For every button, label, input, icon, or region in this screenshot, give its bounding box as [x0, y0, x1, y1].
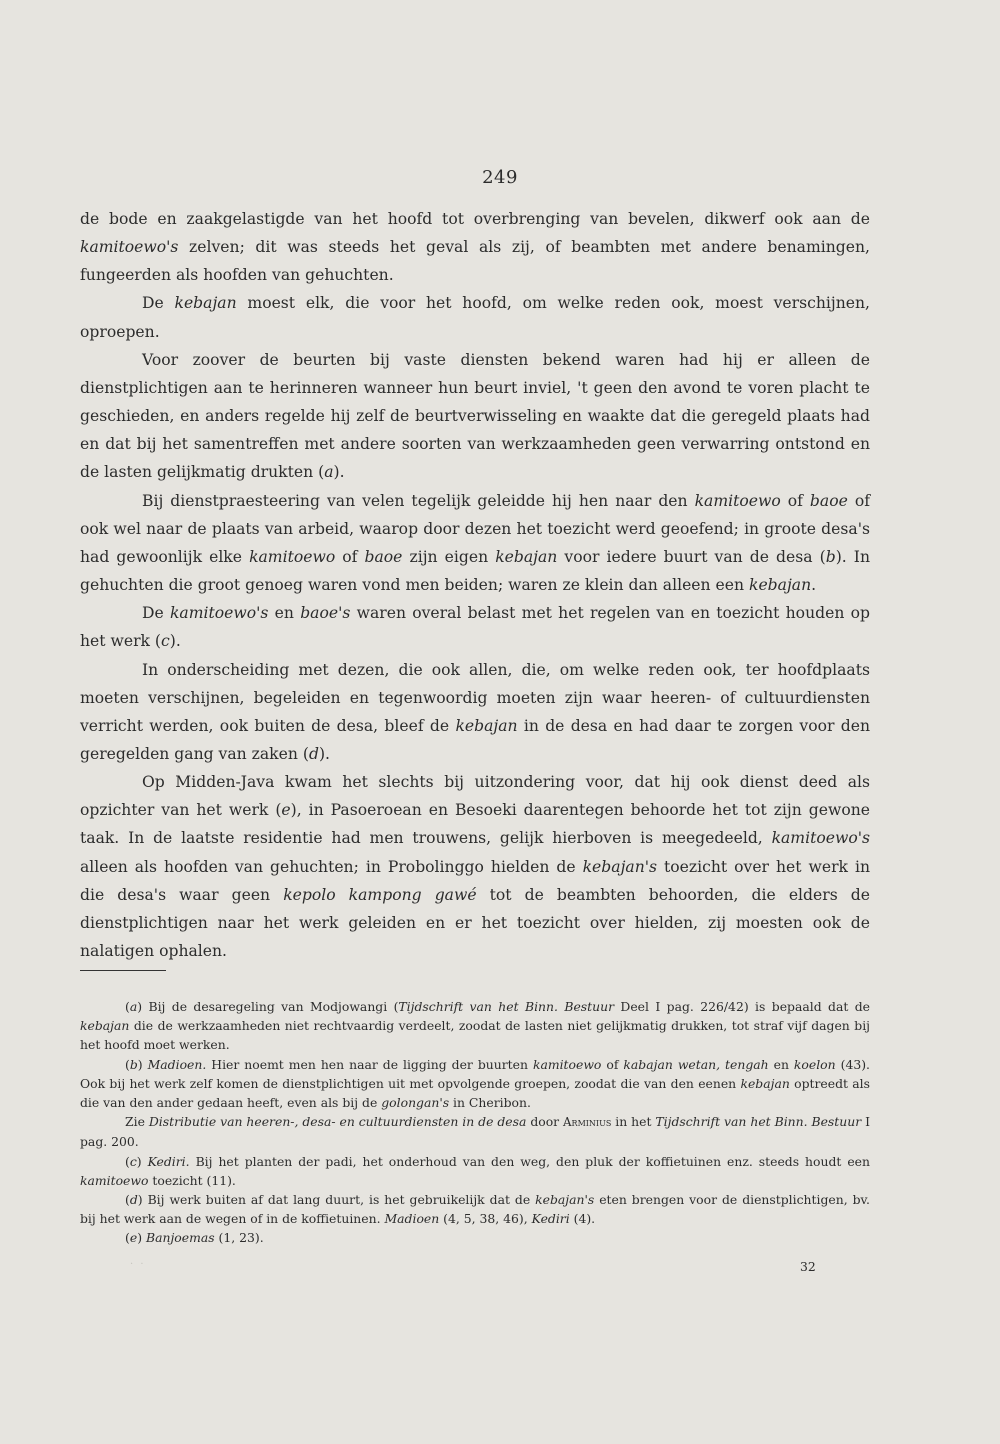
body-paragraph: [80, 289, 870, 345]
italic-term: Madioen.: [147, 1056, 207, 1072]
text-run: (: [125, 999, 130, 1014]
text-run: De: [142, 294, 175, 313]
text-run: Deel I pag. 226/42) is bepaald dat de: [614, 999, 870, 1014]
italic-term: kamitoewo's: [169, 604, 269, 623]
text-run: toezicht (11).: [148, 1172, 236, 1188]
text-run: ).: [169, 632, 181, 651]
text-run: toezicht over het werk in die desa's waar geen: [80, 857, 871, 904]
text-run: in het: [611, 1114, 656, 1130]
body-paragraph: [80, 487, 870, 600]
text-run: de bode en zaakgelastigde van het hoofd tot overbrenging van bevelen, dikwerf ook aan de: [80, 210, 870, 228]
italic-term: Distributie van heeren-, desa- en cultuurdiensten in de desa: [148, 1114, 527, 1130]
italic-term: baoe's: [300, 604, 351, 623]
italic-term: kebajan: [455, 716, 518, 735]
author-name: Arminius: [563, 1115, 612, 1130]
text-run: (43). Ook bij het werk zelf komen de dienstplichtigen uit met opvolgende groepen, zoodat die van den eenen: [80, 1056, 870, 1091]
text-run: of: [335, 547, 365, 566]
footnote: [80, 1152, 870, 1190]
text-run: ). In gehuchten die groot genoeg waren vond men beiden; waren ze klein dan alleen een: [80, 547, 870, 595]
text-run: ), in Pasoeroean en Besoeki daarentegen behoorde het tot zijn gewone taak. In de laatste residentie had men trouwens, gelijk hierboven is meegedeeld,: [80, 801, 870, 848]
body-paragraph: [80, 346, 870, 487]
bleed-through-mark: · ·: [130, 1259, 146, 1270]
italic-term: kepolo kampong gawé: [283, 885, 477, 904]
text-run: Bij dienstpraesteering van velen tegelijk geleidde hij hen naar den: [142, 491, 695, 510]
body-paragraph: [80, 599, 870, 655]
text-run: moest elk, die voor het hoofd, om welke reden ook, moest verschijnen, oproepen.: [80, 294, 870, 341]
main-text: [80, 205, 870, 965]
body-paragraph: [80, 768, 870, 965]
footnote: [80, 1190, 870, 1228]
italic-term: kabajan wetan, tengah: [623, 1056, 769, 1072]
italic-term: kebajan's: [582, 857, 658, 876]
text-run: in de desa en had daar te zorgen voor den geregelden gang van zaken (: [80, 716, 870, 763]
italic-term: Tijdschrift van het Binn. Bestuur: [398, 999, 615, 1014]
text-run: ) Bij de desaregeling van Modjowangi (: [137, 999, 399, 1014]
text-run: ).: [318, 744, 330, 763]
text-run: ).: [333, 463, 345, 482]
footnotes: [80, 997, 870, 1248]
signature-mark: 32: [800, 1259, 816, 1274]
italic-term: kamitoewo: [80, 1172, 149, 1188]
italic-term: c: [161, 632, 170, 651]
text-run: (1, 23).: [214, 1230, 264, 1246]
text-run: Op Midden-Java kwam het slechts bij uitzondering voor, dat hij ook dienst deed als opzichter van het werk (: [80, 773, 870, 820]
text-run: tot de beambten behoorden, die elders de dienstplichtigen naar het werk geleiden en er het toezicht over hielden, zij moesten ook de nalatigen ophalen.: [80, 885, 870, 961]
text-run: ): [136, 1153, 148, 1169]
text-run: die de werkzaamheden niet rechtvaardig verdeelt, zoodat de lasten niet gelijkmatig drukken, tot straf vijf dagen bij het hoofd moet werken.: [80, 1018, 870, 1053]
italic-term: kamitoewo: [532, 1056, 602, 1072]
footnote: [80, 997, 870, 1055]
text-run: (: [125, 1230, 130, 1246]
text-run: Hier noemt men hen naar de ligging der buurten: [206, 1056, 533, 1072]
footnote: [80, 1228, 870, 1247]
text-run: door: [526, 1114, 564, 1130]
italic-term: kebajan: [740, 1075, 790, 1091]
text-run: (4).: [569, 1211, 596, 1227]
text-run: Zie: [125, 1114, 149, 1130]
text-run: (: [125, 1192, 130, 1208]
text-run: alleen als hoofden van gehuchten; in Probolinggo hielden de: [80, 857, 583, 876]
text-run: eten brengen voor de dienstplichtigen, bv. bij het werk aan de wegen of in de koffietuinen.: [80, 1192, 870, 1227]
text-run: I pag. 200.: [80, 1114, 870, 1150]
italic-term: koelon: [793, 1056, 836, 1072]
italic-term: baoe: [364, 547, 403, 566]
italic-term: kamitoewo: [694, 491, 781, 510]
text-run: of: [601, 1056, 624, 1072]
italic-term: c: [129, 1153, 137, 1169]
body-paragraph: [80, 205, 870, 289]
text-run: Bij het planten der padi, het onderhoud van den weg, den pluk der koffietuinen enz. steeds houdt een: [189, 1153, 870, 1169]
text-run: In onderscheiding met dezen, die ook allen, die, om welke reden ook, ter hoofdplaats moeten verschijnen, begeleiden en tegenwoordig moeten zijn waar heeren- of cultuurdiensten verricht werden, ook buiten de desa, bleef de: [80, 660, 870, 735]
text-run: of ook wel naar de plaats van arbeid, waarop door dezen het toezicht werd geoefend; in groote desa's had gewoonlijk elke: [80, 491, 870, 566]
italic-term: a: [129, 999, 138, 1014]
text-run: optreedt als die van den ander gedaan heeft, even als bij de: [80, 1075, 870, 1111]
text-run: voor iedere buurt van de desa (: [557, 547, 826, 566]
footnote: [80, 1055, 870, 1113]
italic-term: b: [825, 547, 836, 566]
text-run: en: [268, 604, 301, 623]
text-run: (: [125, 1153, 130, 1169]
italic-term: Kediri.: [147, 1153, 190, 1169]
footnote-divider: [80, 970, 166, 971]
text-run: (: [125, 1056, 130, 1072]
italic-term: kebajan: [495, 547, 558, 566]
italic-term: golongan's: [381, 1095, 450, 1111]
footnote: [80, 1112, 870, 1151]
text-run: De: [142, 604, 170, 623]
italic-term: kebajan's: [535, 1192, 595, 1208]
page-number: 249: [482, 167, 518, 188]
text-run: zijn eigen: [402, 547, 496, 566]
body-paragraph: [80, 656, 870, 769]
italic-term: kebajan: [80, 1018, 130, 1034]
italic-term: d: [129, 1192, 138, 1208]
italic-term: baoe: [809, 491, 848, 510]
text-run: .: [811, 576, 817, 595]
text-run: en: [768, 1056, 794, 1072]
italic-term: kamitoewo's: [80, 238, 179, 257]
italic-term: d: [308, 744, 319, 763]
text-run: zelven; dit was steeds het geval als zij, of beambten met andere benamingen, fungeerden als hoofden van gehuchten.: [80, 238, 870, 285]
text-run: of: [780, 491, 810, 510]
italic-term: Kediri: [531, 1211, 570, 1227]
italic-term: b: [129, 1056, 138, 1072]
italic-term: kamitoewo: [249, 547, 336, 566]
text-run: (4, 5, 38, 46),: [439, 1211, 532, 1227]
text-run: waren overal belast met het regelen van en toezicht houden op het werk (: [80, 604, 870, 651]
italic-term: a: [324, 463, 334, 482]
italic-term: kebajan: [174, 294, 237, 313]
italic-term: e: [281, 801, 291, 820]
italic-term: e: [129, 1230, 138, 1246]
text-run: in Cheribon.: [449, 1095, 531, 1111]
italic-term: kamitoewo's: [771, 829, 870, 848]
italic-term: Madioen: [384, 1211, 440, 1227]
italic-term: Banjoemas: [145, 1230, 215, 1246]
text-run: ) Bij werk buiten af dat lang duurt, is het gebruikelijk dat de: [137, 1192, 536, 1208]
italic-term: kebajan: [749, 576, 812, 595]
text-run: ): [137, 1056, 148, 1072]
text-run: ): [137, 1230, 146, 1246]
text-run: Voor zoover de beurten bij vaste diensten bekend waren had hij er alleen de dienstplichtigen aan te herinneren wanneer hun beurt inviel, 't geen den avond te voren placht te geschieden, en anders regelde hij zelf de beurtverwisseling en waakte dat die geregeld plaats had en dat bij het samentreffen met andere soorten van werkzaamheden geen verwarring ontstond en de lasten gelijkmatig drukten (: [80, 350, 870, 482]
italic-term: Tijdschrift van het Binn. Bestuur: [655, 1114, 862, 1130]
